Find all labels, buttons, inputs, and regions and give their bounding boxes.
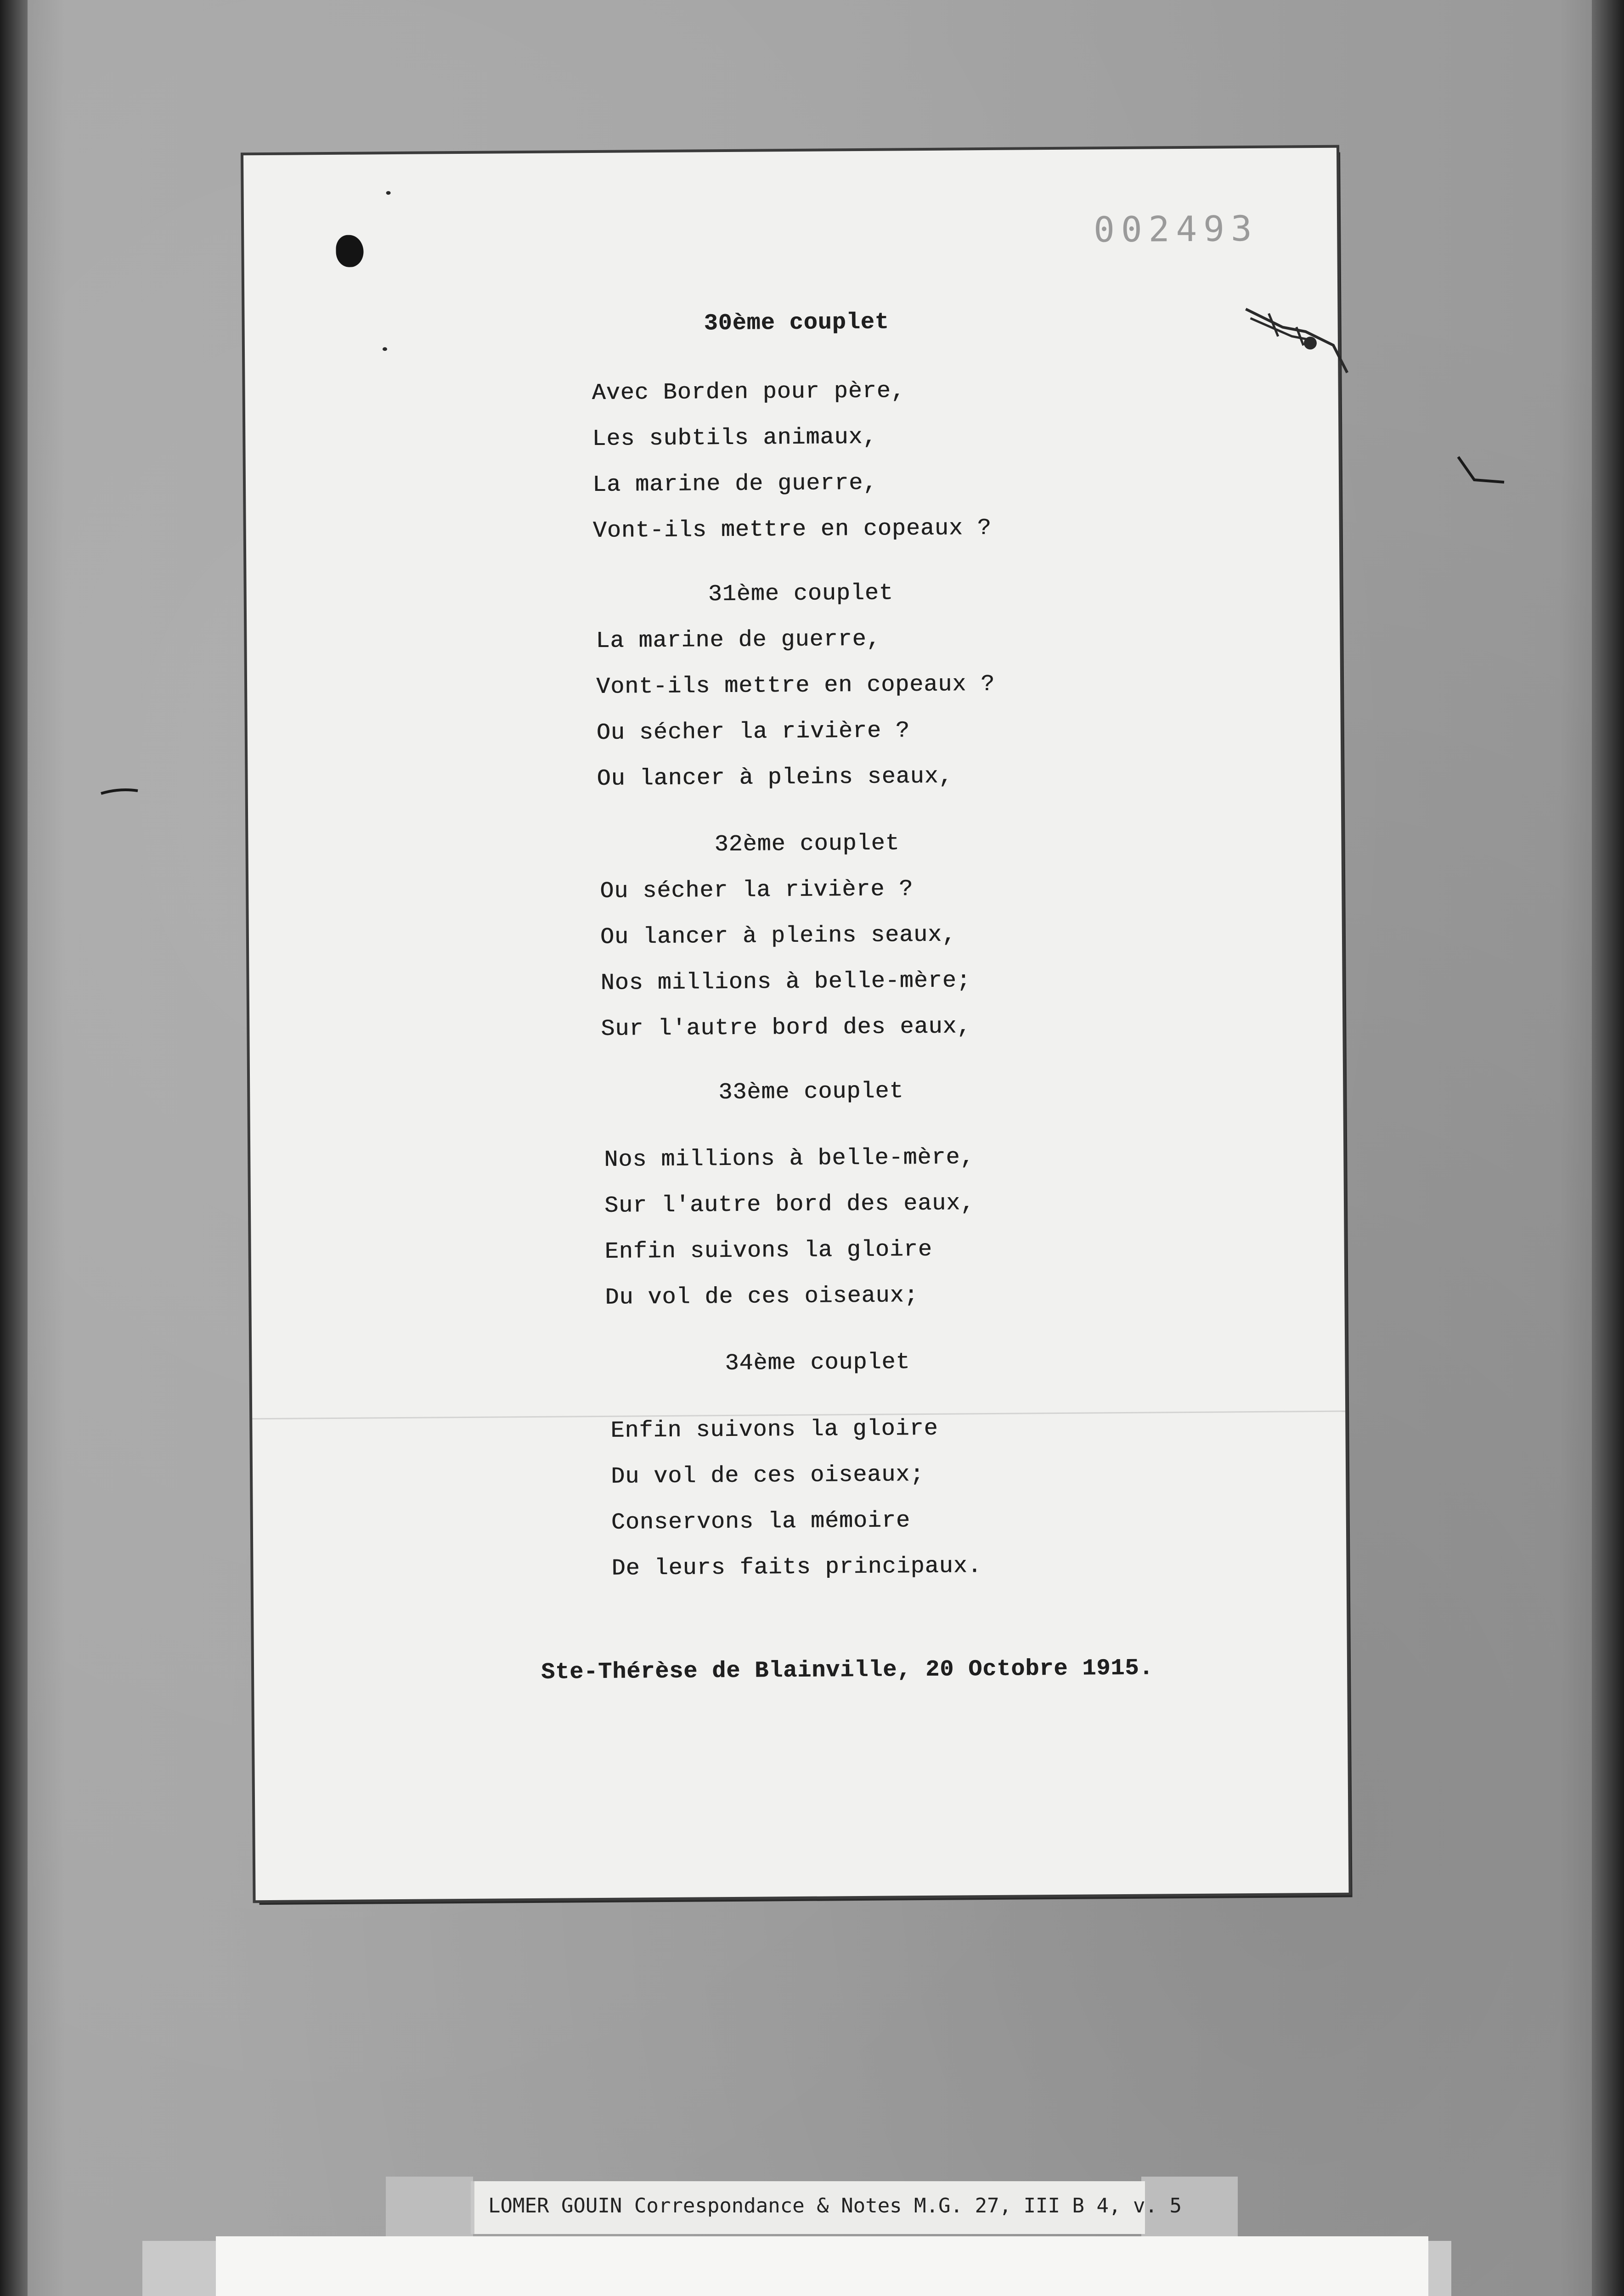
stanza-line: Conservons la mémoire	[611, 1508, 911, 1536]
place-date-line: Ste-Thérèse de Blainville, 20 Octobre 1915.	[541, 1655, 1154, 1686]
film-edge-left	[0, 0, 28, 2296]
stanza-line: La marine de guerre,	[596, 626, 881, 654]
stanza-line: Enfin suivons la gloire	[604, 1236, 933, 1265]
stanza-heading: 33ème couplet	[718, 1078, 904, 1106]
corner-scribble-mark	[1241, 299, 1352, 383]
paper-speck	[386, 191, 391, 195]
stanza-line: Sur l'autre bord des eaux,	[604, 1190, 975, 1219]
stanza-line: Nos millions à belle-mère,	[604, 1144, 975, 1173]
stanza-heading: 31ème couplet	[708, 580, 893, 608]
stanza-line: Du vol de ces oiseaux;	[605, 1283, 919, 1311]
stanza-line: Ou sécher la rivière ?	[600, 876, 914, 905]
collection-reference-text: LOMER GOUIN Correspondance & Notes M.G. 27, III B 4, v. 5	[488, 2194, 1182, 2217]
stanza-line: Du vol de ces oiseaux;	[610, 1462, 925, 1490]
stanza-line: La marine de guerre,	[592, 470, 878, 499]
stanza-line: Ou lancer à pleins seaux,	[597, 763, 953, 792]
stanza-heading: 30ème couplet	[704, 309, 889, 337]
stray-mark-right	[1456, 455, 1506, 487]
stanza-line: Vont-ils mettre en copeaux ?	[592, 515, 992, 545]
document-number: 002493	[1093, 208, 1259, 250]
collection-reference-label	[471, 2181, 1182, 2234]
paper-speck	[383, 347, 387, 351]
stanza-heading: 32ème couplet	[714, 830, 900, 858]
stanza-line: Ou sécher la rivière ?	[596, 718, 910, 746]
stanza-line: Ou lancer à pleins seaux,	[600, 922, 957, 951]
stanza-line: Avec Borden pour père,	[592, 378, 905, 407]
stanza-line: Les subtils animaux,	[592, 424, 877, 453]
label-tab-left	[386, 2177, 473, 2241]
archive-stamp-card	[216, 2236, 1428, 2296]
stray-mark-left	[99, 785, 140, 799]
punch-hole	[336, 235, 363, 267]
stanza-heading: 34ème couplet	[725, 1349, 910, 1377]
stanza-line: Vont-ils mettre en copeaux ?	[596, 671, 995, 700]
typed-document-sheet	[243, 148, 1348, 1901]
stanza-line: Enfin suivons la gloire	[610, 1415, 938, 1444]
stanza-line: Nos millions à belle-mère;	[600, 968, 971, 996]
stanza-line: Sur l'autre bord des eaux,	[601, 1013, 971, 1042]
film-edge-right	[1592, 0, 1624, 2296]
stanza-line: De leurs faits principaux.	[611, 1553, 982, 1582]
